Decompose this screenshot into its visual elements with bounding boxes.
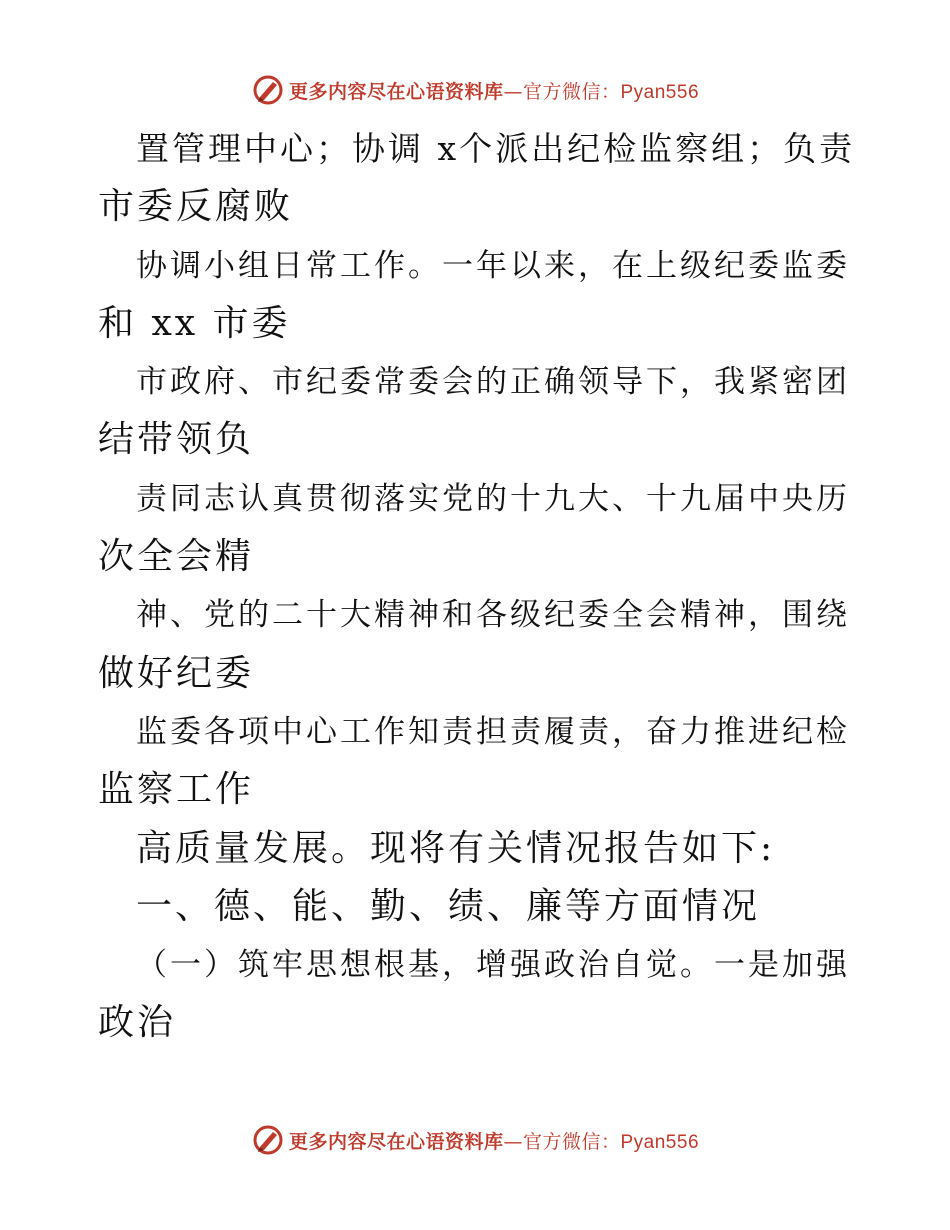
watermark-label: 官方微信：: [522, 80, 621, 103]
body-text-line: 监委各项中心工作知责担责履责，奋力推进纪检: [136, 713, 850, 750]
body-text-line: 结带领负: [98, 419, 255, 461]
watermark-account: Pyan556: [620, 1131, 700, 1153]
body-text-line: 置管理中心；协调 x个派出纪检监察组；负责: [136, 129, 856, 168]
body-text-line: （一）筑牢思想根基，增强政治自觉。一是加强: [136, 947, 850, 984]
body-text-line: 神、党的二十大精神和各级纪委全会精神，围绕: [136, 597, 850, 634]
watermark-separator: —: [503, 80, 523, 103]
watermark-text: [289, 1127, 699, 1154]
document-body: [98, 120, 858, 1053]
watermark-brand: 更多内容尽在心语资料库: [288, 80, 504, 103]
pen-logo-icon: [251, 1123, 285, 1157]
body-text-line: 高质量发展。现将有关情况报告如下:: [136, 827, 776, 869]
body-text-line: 一、德、能、勤、绩、廉等方面情况: [136, 885, 761, 927]
body-text-line: 市政府、市纪委常委会的正确领导下，我紧密团: [136, 364, 850, 401]
body-text-line: 监察工作: [98, 769, 255, 811]
body-text-line: 协调小组日常工作。一年以来，在上级纪委监委: [136, 247, 850, 284]
watermark-separator: —: [503, 1130, 523, 1153]
pen-logo-icon: [251, 73, 285, 107]
body-text-line: 市委反腐败: [98, 186, 294, 228]
body-text-line: 和 xx 市委: [98, 302, 291, 344]
footer-watermark: [0, 1120, 950, 1160]
body-text-line: 责同志认真贯彻落实党的十九大、十九届中央历: [136, 480, 850, 517]
watermark-brand: 更多内容尽在心语资料库: [288, 1130, 504, 1153]
watermark-label: 官方微信：: [522, 1130, 621, 1153]
watermark-account: Pyan556: [620, 81, 700, 103]
watermark-text: [289, 77, 699, 104]
header-watermark: [0, 70, 950, 110]
body-text-line: 政治: [98, 1002, 177, 1044]
body-text-line: 做好纪委: [98, 652, 255, 694]
body-text-line: 次全会精: [98, 536, 255, 578]
